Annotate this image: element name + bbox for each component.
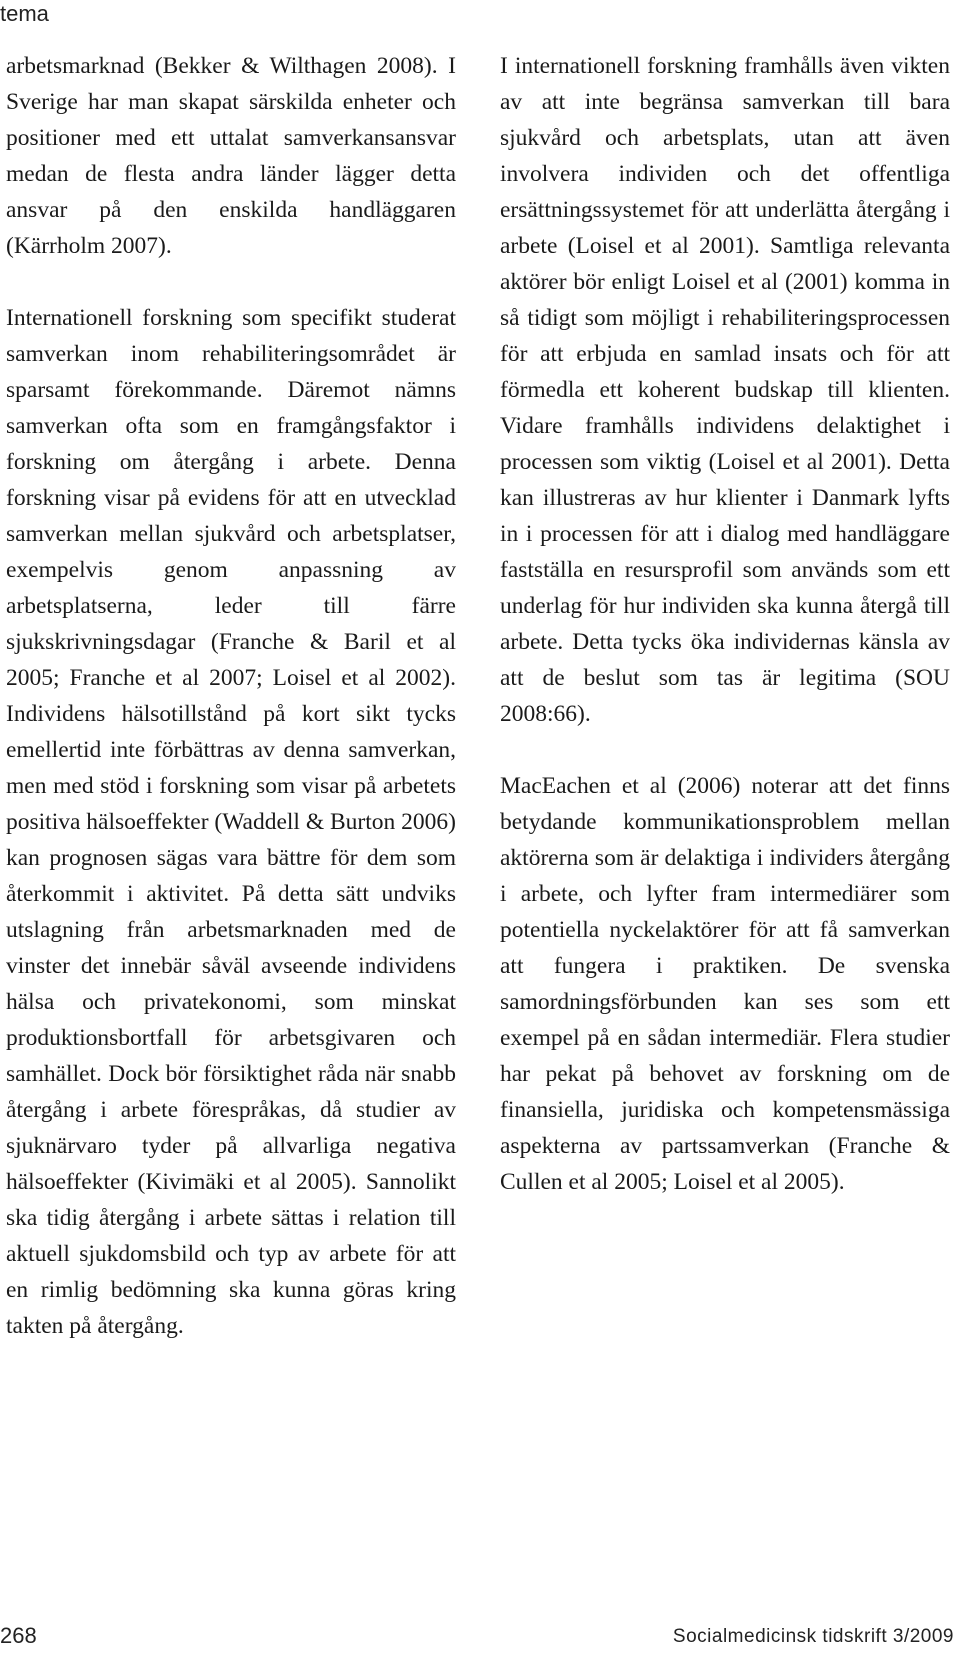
left-column (6, 48, 456, 1344)
right-column (500, 48, 950, 1200)
page-footer (0, 1622, 960, 1650)
page-number: 268 (0, 1623, 37, 1648)
paragraph: arbetsmarknad (Bekker & Wilthagen 2008). I Sverige har man skapat särskilda enheter och positioner med ett uttalat samverkansansvar medan de flesta andra länder lägger detta ansvar på den enskilda handläggaren (Kärrholm 2007). (6, 53, 456, 259)
section-label: tema (0, 1, 49, 26)
paragraph: MacEachen et al (2006) noterar att det finns betydande kommunikationsproblem mellan aktörerna som är delaktiga i individers återgång i arbete, och lyfter fram intermediärer som potentiella nyckelaktörer för att få samverkan att fungera i praktiken. De svenska samordningsförbunden kan ses som ett exempel på en sådan intermediär. Flera studier har pekat på behovet av forskning om de finansiella, juridiska och kompetensmässiga aspekterna av partssamverkan (Franche & Cullen et al 2005; Loisel et al 2005). (500, 773, 950, 1195)
paragraph: I internationell forskning framhålls även vikten av att inte begränsa samverkan till bara sjukvård och arbetsplats, utan att även involvera individen och det offentliga ersättningssystemet för att underlätta återgång i arbete (Loisel et al 2001). Samtliga relevanta aktörer bör enligt Loisel et al (2001) komma in så tidigt som möjligt i rehabiliteringsprocessen för att erbjuda en samlad insats och för att förmedla ett koherent budskap till klienten. Vidare framhålls individens delaktighet i processen som viktig (Loisel et al 2001). Detta kan illustreras av hur klienter i Danmark lyfts in i processen för att i dialog med handläggare fastställa en resursprofil som används som ett underlag för hur individen ska kunna återgå till arbete. Detta tycks öka individernas känsla av att de beslut som tas är legitima (SOU 2008:66). (500, 53, 950, 727)
journal-name: Socialmedicinsk tidskrift 3/2009 (672, 1626, 954, 1647)
paragraph: Internationell forskning som specifikt studerat samverkan inom rehabiliteringsområdet är sparsamt förekommande. Däremot nämns samverkan ofta som en framgångsfaktor i forskning om återgång i arbete. Denna forskning visar på evidens för att en utvecklad samverkan mellan sjukvård och arbetsplatser, exempelvis genom anpassning av arbetsplatserna, leder till färre sjukskrivningsdagar (Franche & Baril et al 2005; Franche et al 2007; Loisel et al 2002). Individens hälsotillstånd på kort sikt tycks emellertid inte förbättras av denna samverkan, men med stöd i forskning som visar på arbetets positiva hälsoeffekter (Waddell & Burton 2006) kan prognosen sägas vara bättre för dem som återkommit i aktivitet. På detta sätt undviks utslagning från arbetsmarknaden med de vinster det innebär såväl avseende individens hälsa och privatekonomi, som minskat produktionsbortfall för arbetsgivaren och samhället. Dock bör försiktighet råda när snabb återgång i arbete förespråkas, då studier av sjuknärvaro tyder på allvarliga negativa hälsoeffekter (Kivimäki et al 2005). Sannolikt ska tidig återgång i arbete sättas i relation till aktuell sjukdomsbild och typ av arbete för att en rimlig bedömning ska kunna göras kring takten på återgång. (6, 305, 456, 1339)
